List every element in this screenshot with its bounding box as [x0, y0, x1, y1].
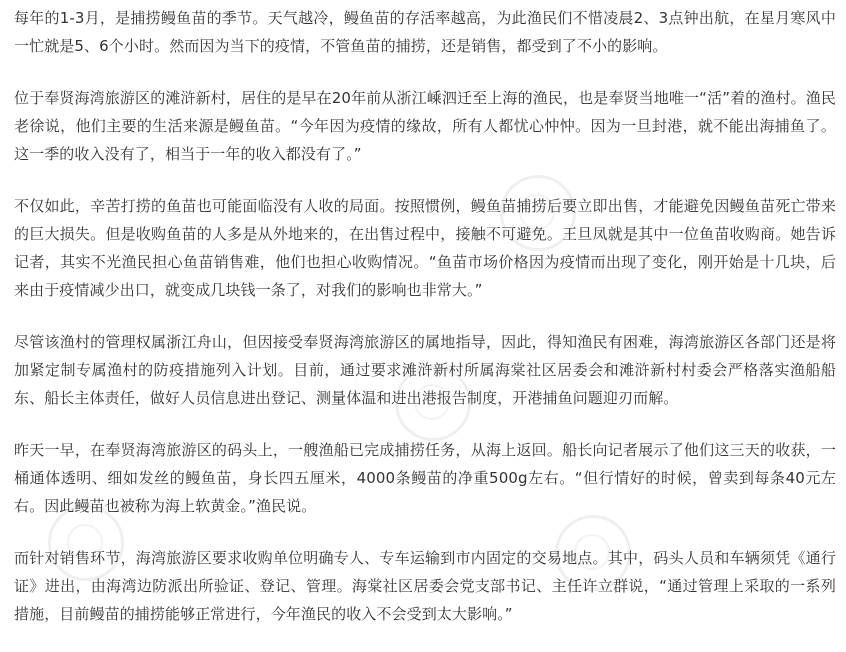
article-paragraph: 而针对销售环节，海湾旅游区要求收购单位明确专人、专车运输到市内固定的交易地点。其中，码头人员和车辆须凭《通行证》进出，由海湾边防派出所验证、登记、管理。海棠社区居委会党支部书记、主任许立群说，“通过管理上采取的一系列措施，目前鳗苗的捕捞能够正常进行，今年渔民的收入不会受到太大影响。” [14, 549, 836, 623]
article-paragraph: 每年的1-3月，是捕捞鳗鱼苗的季节。天气越冷，鳗鱼苗的存活率越高，为此渔民们不惜凌晨2、3点钟出航，在星月寒风中一忙就是5、6个小时。然而因为当下的疫情，不管鱼苗的捕捞，还是销售，都受到了不小的影响。 [14, 9, 836, 55]
article-body [14, 4, 836, 652]
article-paragraph: 昨天一早，在奉贤海湾旅游区的码头上，一艘渔船已完成捕捞任务，从海上返回。船长向记者展示了他们这三天的收获，一桶通体透明、细如发丝的鳗鱼苗，身长四五厘米，4000条鳗苗的净重500g左右。“但行情好的时候，曾卖到每条40元左右。因此鳗苗也被称为海上软黄金。”渔民说。 [14, 441, 836, 515]
article-paragraph: 位于奉贤海湾旅游区的滩浒新村，居住的是早在20年前从浙江嵊泗迁至上海的渔民，也是奉贤当地唯一“活”着的渔村。渔民老徐说，他们主要的生活来源是鳗鱼苗。“今年因为疫情的缘故，所有人都忧心忡忡。因为一旦封港，就不能出海捕鱼了。这一季的收入没有了，相当于一年的收入都没有了。” [14, 89, 836, 163]
article-paragraph: 不仅如此，辛苦打捞的鱼苗也可能面临没有人收的局面。按照惯例，鳗鱼苗捕捞后要立即出售，才能避免因鳗鱼苗死亡带来的巨大损失。但是收购鱼苗的人多是从外地来的，在出售过程中，接触不可避免。王旦凤就是其中一位鱼苗收购商。她告诉记者，其实不光渔民担心鱼苗销售难，他们也担心收购情况。“鱼苗市场价格因为疫情而出现了变化，刚开始是十几块，后来由于疫情减少出口，就变成几块钱一条了，对我们的影响也非常大。” [14, 197, 836, 299]
article-paragraph: 尽管该渔村的管理权属浙江舟山，但因接受奉贤海湾旅游区的属地指导，因此，得知渔民有困难，海湾旅游区各部门还是将加紧定制专属渔村的防疫措施列入计划。目前，通过要求滩浒新村所属海棠社区居委会和滩浒新村村委会严格落实渔船船东、船长主体责任，做好人员信息进出登记、测量体温和进出港报告制度，开港捕鱼问题迎刃而解。 [14, 333, 836, 407]
